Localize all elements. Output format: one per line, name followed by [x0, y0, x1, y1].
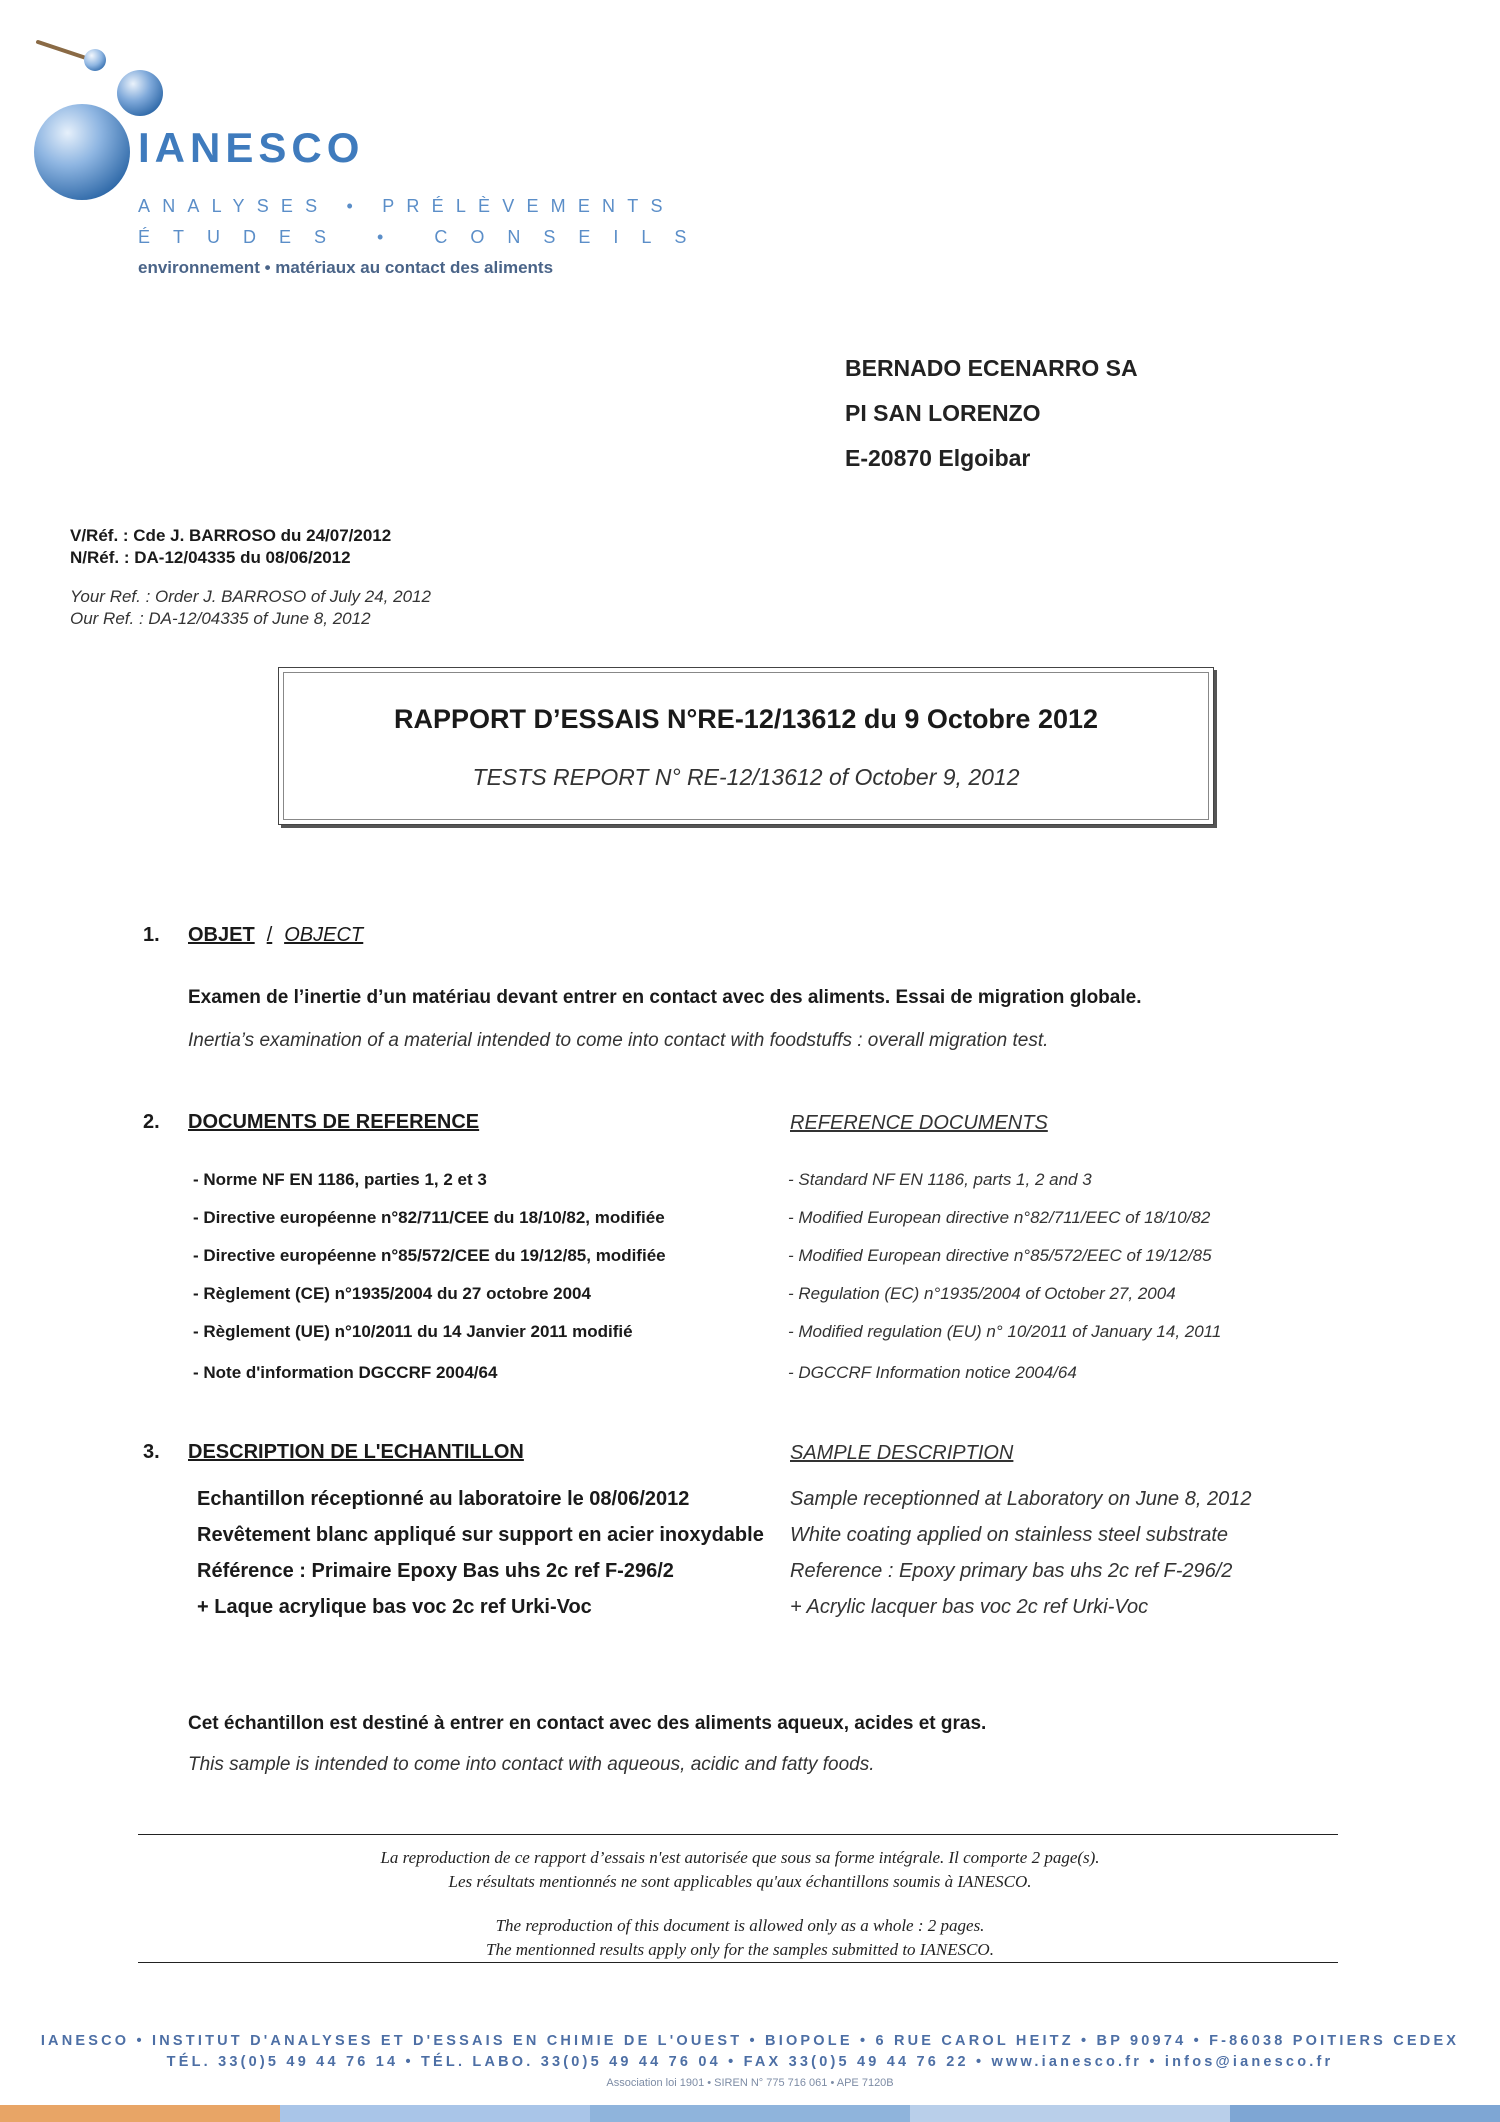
reference-item-en: - DGCCRF Information notice 2004/64	[788, 1363, 1077, 1382]
section-title-en: SAMPLE DESCRIPTION	[790, 1442, 1014, 1464]
molecule-logo-icon	[20, 30, 180, 200]
section-number: 2.	[143, 1111, 160, 1133]
reference-item-fr: - Règlement (UE) n°10/2011 du 14 Janvier 2011 modifié	[193, 1322, 633, 1341]
ianesco-logo	[20, 30, 180, 200]
report-title-box	[278, 667, 1214, 825]
footer-address: IANESCO • INSTITUT D'ANALYSES ET D'ESSAIS EN CHIMIE DE L'OUEST • BIOPOLE • 6 RUE CAROL HEITZ • BP 90974 • F-86038 POITIERS CEDEX	[40, 2033, 1460, 2049]
reference-item-fr: - Directive européenne n°85/572/CEE du 19/12/85, modifiée	[193, 1246, 666, 1265]
intended-use-fr: Cet échantillon est destiné à entrer en contact avec des aliments aqueux, acides et gras.	[188, 1713, 987, 1734]
reference-item-en: - Modified European directive n°82/711/EEC of 18/10/82	[788, 1208, 1211, 1227]
reference-item-en: - Modified European directive n°85/572/EEC of 19/12/85	[788, 1246, 1212, 1265]
notice-line: Les résultats mentionnés ne sont applicables qu'aux échantillons soumis à IANESCO.	[448, 1872, 1032, 1891]
brand-tagline-2: ÉTUDES • CONSEILS	[138, 227, 710, 247]
divider	[138, 1834, 1338, 1835]
section-number: 1.	[143, 924, 160, 946]
sample-line-fr: Référence : Primaire Epoxy Bas uhs 2c ref F-296/2	[197, 1560, 674, 1582]
sample-line-en: Reference : Epoxy primary bas uhs 2c ref F-296/2	[790, 1560, 1233, 1582]
section-title-fr: DOCUMENTS DE REFERENCE	[188, 1111, 480, 1133]
divider	[138, 1962, 1338, 1963]
brand-name: IANESCO	[138, 124, 365, 171]
your-ref-fr: V/Réf. : Cde J. BARROSO du 24/07/2012	[70, 526, 392, 545]
section-title-en: OBJECT	[284, 924, 364, 946]
sample-line-en: + Acrylic lacquer bas voc 2c ref Urki-Voc	[790, 1596, 1149, 1618]
notice-line: La reproduction de ce rapport d’essais n'est autorisée que sous sa forme intégrale. Il comporte 2 page(s).	[380, 1848, 1100, 1867]
section-number: 3.	[143, 1441, 160, 1463]
our-ref-fr: N/Réf. : DA-12/04335 du 08/06/2012	[70, 548, 351, 567]
sample-line-en: White coating applied on stainless steel substrate	[790, 1524, 1229, 1546]
brand-tagline-1: ANALYSES • PRÉLÈVEMENTS	[138, 196, 675, 216]
footer-legal: Association loi 1901 • SIREN N° 775 716 061 • APE 7120B	[606, 2077, 894, 2089]
section-title-en: REFERENCE DOCUMENTS	[790, 1112, 1048, 1134]
title-separator: /	[266, 924, 273, 946]
our-ref-en: Our Ref. : DA-12/04335 of June 8, 2012	[70, 609, 371, 628]
your-ref-en: Your Ref. : Order J. BARROSO of July 24, 2012	[70, 587, 431, 606]
address-line: E-20870 Elgoibar	[845, 445, 1031, 471]
reference-item-en: - Standard NF EN 1186, parts 1, 2 and 3	[788, 1170, 1092, 1189]
object-text-en: Inertia’s examination of a material intended to come into contact with foodstuffs : overall migration test.	[188, 1030, 1049, 1051]
section-title-fr: OBJET	[188, 924, 255, 946]
sample-line-fr: Echantillon réceptionné au laboratoire le 08/06/2012	[197, 1488, 690, 1510]
sample-line-en: Sample receptionned at Laboratory on June 8, 2012	[790, 1488, 1252, 1510]
address-line: PI SAN LORENZO	[845, 400, 1041, 426]
sample-line-fr: + Laque acrylique bas voc 2c ref Urki-Voc	[197, 1596, 592, 1618]
footer-color-bar	[0, 2105, 1500, 2122]
address-line: BERNADO ECENARRO SA	[845, 355, 1138, 381]
object-text-fr: Examen de l’inertie d’un matériau devant entrer en contact avec des aliments. Essai de migration globale.	[188, 987, 1142, 1008]
reference-item-fr: - Directive européenne n°82/711/CEE du 18/10/82, modifiée	[193, 1208, 665, 1227]
reference-item-fr: - Norme NF EN 1186, parties 1, 2 et 3	[193, 1170, 487, 1189]
notice-line: The reproduction of this document is allowed only as a whole : 2 pages.	[495, 1916, 985, 1935]
report-title-en: TESTS REPORT N° RE-12/13612 of October 9, 2012	[472, 764, 1020, 790]
reference-item-en: - Regulation (EC) n°1935/2004 of October 27, 2004	[788, 1284, 1176, 1303]
reference-item-fr: - Note d'information DGCCRF 2004/64	[193, 1363, 498, 1382]
intended-use-en: This sample is intended to come into contact with aqueous, acidic and fatty foods.	[188, 1754, 875, 1775]
notice-line: The mentionned results apply only for the samples submitted to IANESCO.	[486, 1940, 994, 1959]
title-box-inner-frame	[283, 672, 1209, 820]
footer-contact: TÉL. 33(0)5 49 44 76 14 • TÉL. LABO. 33(0)5 49 44 76 04 • FAX 33(0)5 49 44 76 22 • www.ianesco.fr • infos@ianesco.fr	[166, 2054, 1334, 2070]
sample-line-fr: Revêtement blanc appliqué sur support en acier inoxydable	[197, 1524, 764, 1546]
reference-item-en: - Modified regulation (EU) n° 10/2011 of January 14, 2011	[788, 1322, 1222, 1341]
report-title-fr: RAPPORT D’ESSAIS N°RE-12/13612 du 9 Octobre 2012	[393, 704, 1099, 734]
section-title	[188, 924, 363, 947]
reference-item-fr: - Règlement (CE) n°1935/2004 du 27 octobre 2004	[193, 1284, 591, 1303]
section-title-fr: DESCRIPTION DE L'ECHANTILLON	[188, 1441, 524, 1463]
brand-tagline-3: environnement • matériaux au contact des aliments	[138, 258, 554, 277]
